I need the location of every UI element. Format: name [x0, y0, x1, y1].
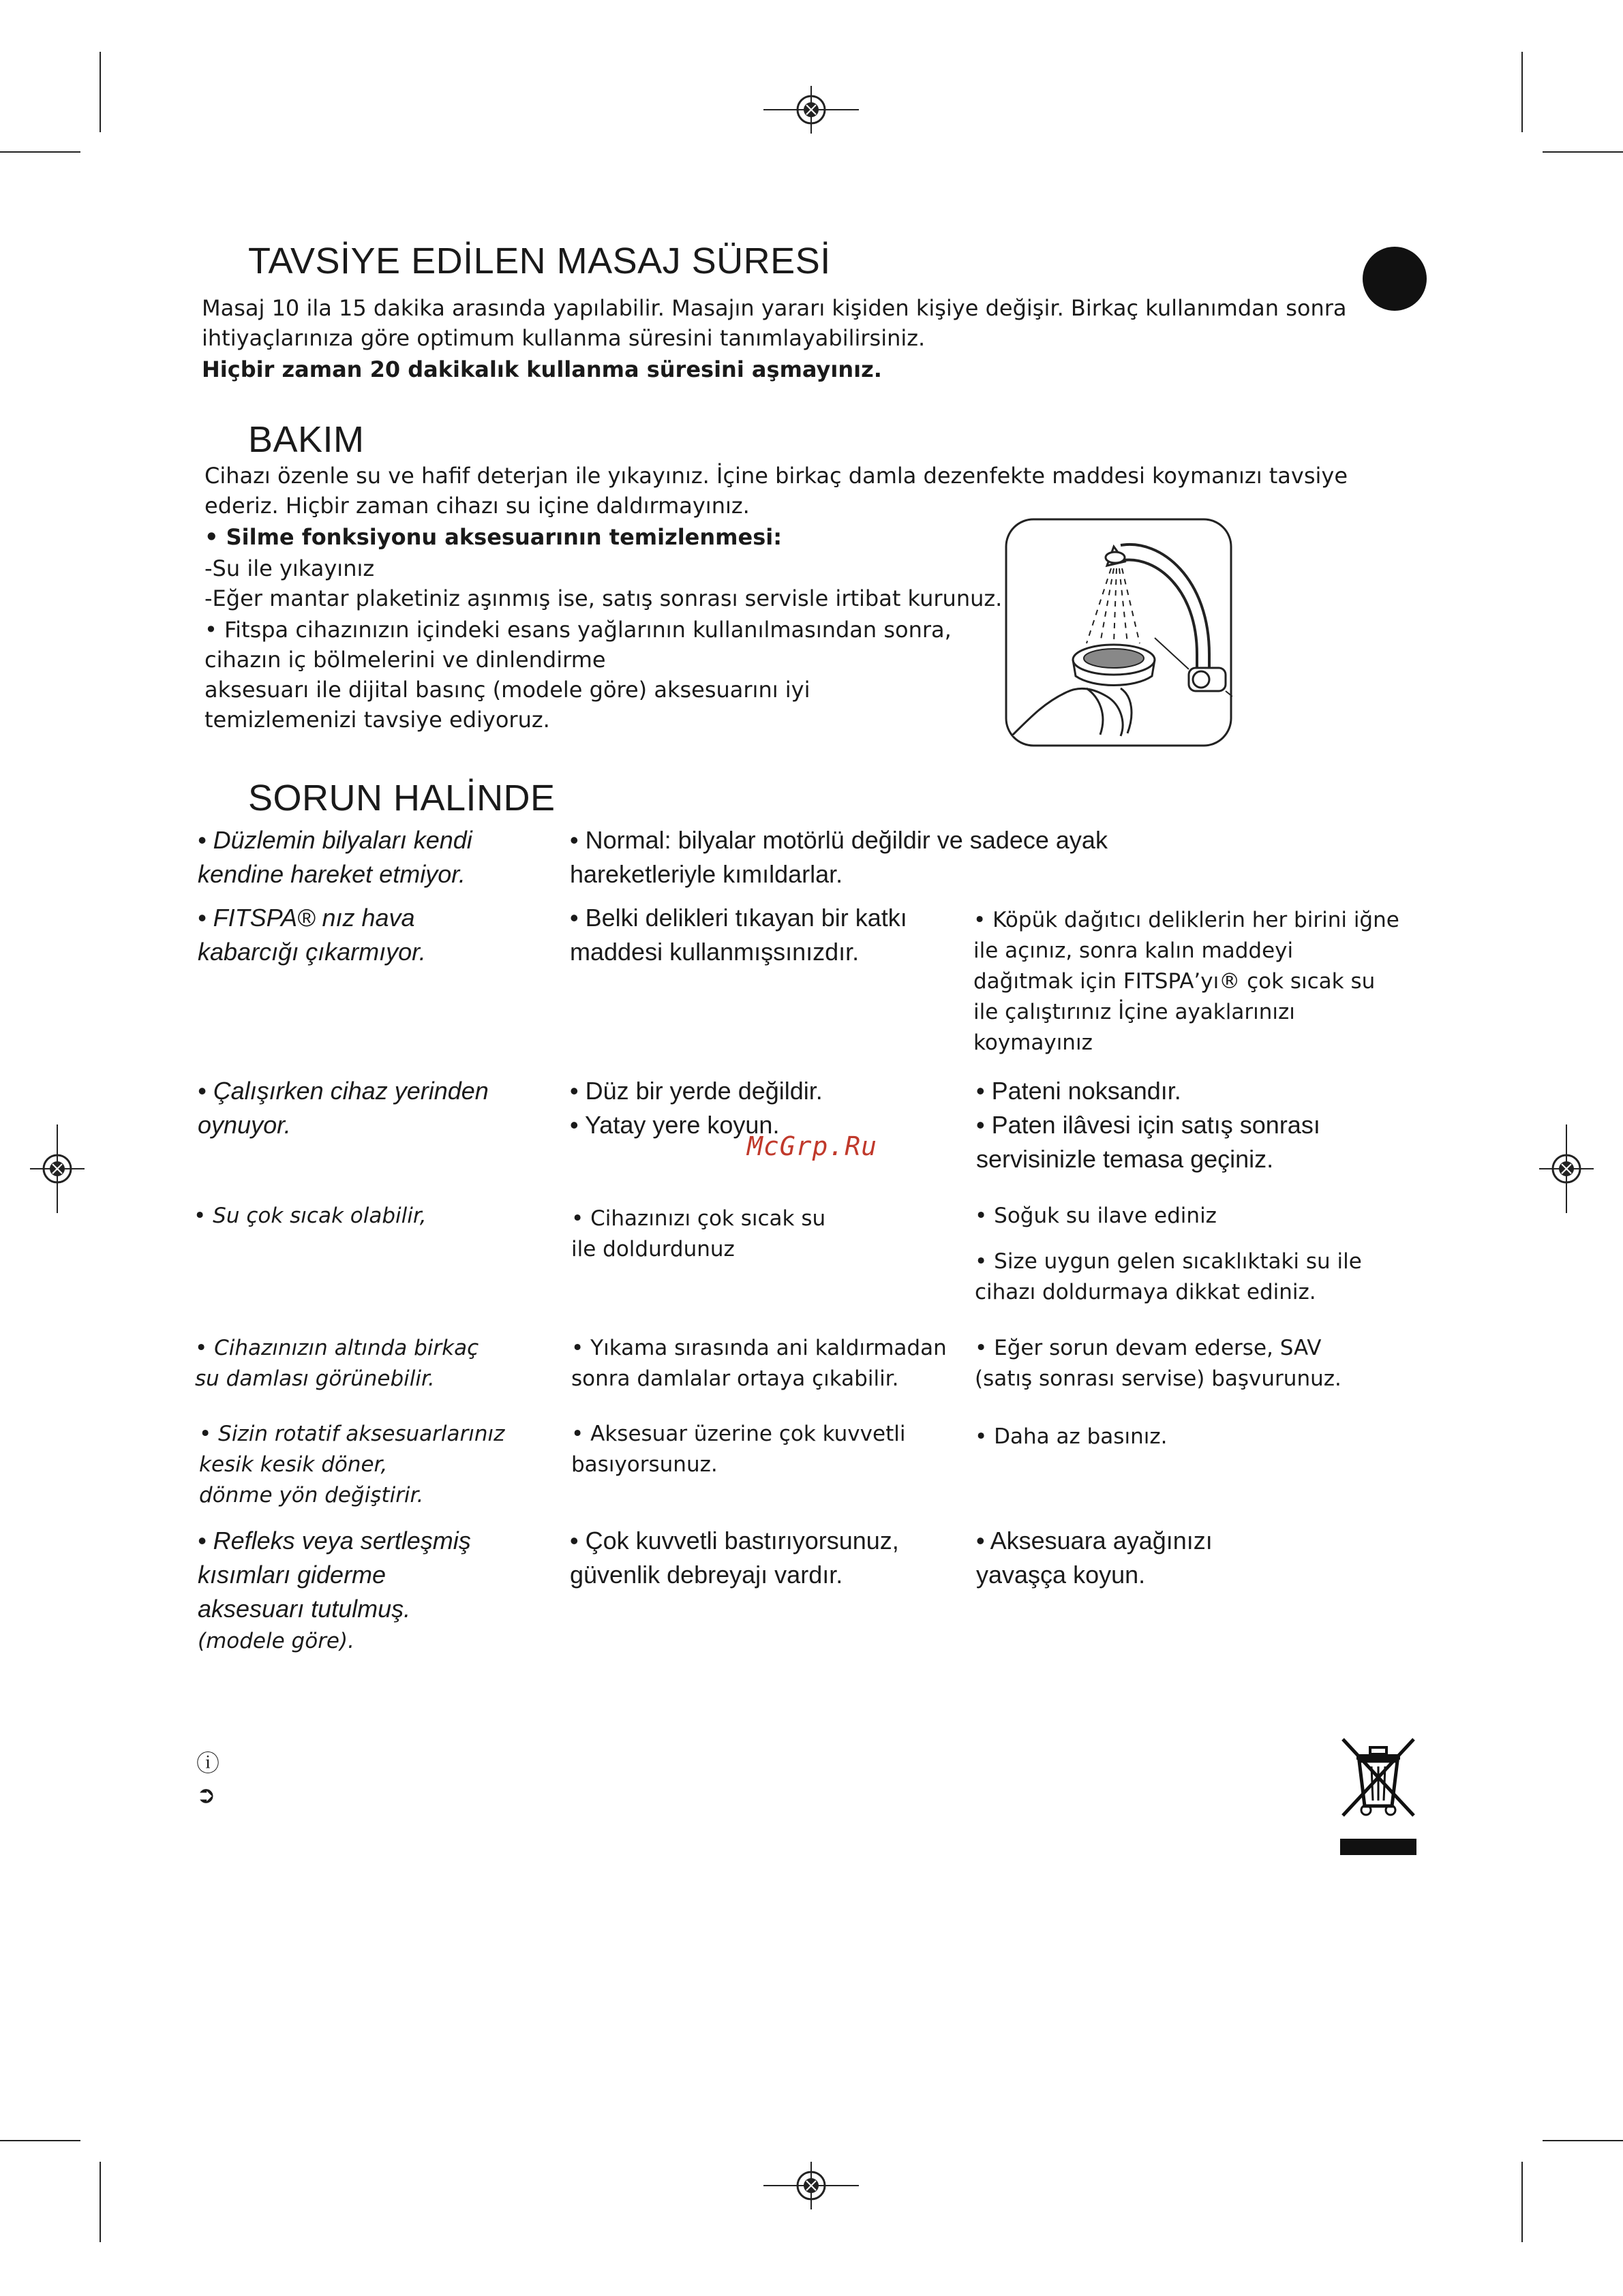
care-note-line: • Fitspa cihazınızın içindeki esans yağlarının kullanılmasından sonra,: [204, 617, 952, 643]
crop-mark: [1543, 151, 1623, 153]
problem-cell: kesik kesik döner,: [199, 1452, 388, 1477]
crop-mark: [0, 2140, 80, 2141]
problem-cell: su damlası görünebilir.: [195, 1366, 435, 1391]
solution-cell: • Soğuk su ilave ediniz • Size uygun gelen sıcaklıktaki su ile cihazı doldurmaya dikkat ediniz.: [975, 1204, 1362, 1304]
table-row: [198, 1524, 471, 1657]
table-row: [199, 1419, 504, 1511]
problem-cell: aksesuarı tutulmuş.: [198, 1595, 411, 1623]
problem-cell: • Düzlemin bilyaları kendi: [198, 826, 472, 854]
problem-cell: oynuyor.: [198, 1111, 291, 1139]
cause-cell: • Normal: bilyalar motörlü değildir ve sadece ayak hareketleriyle kımıldarlar.: [570, 826, 1108, 888]
massage-warning: Hiçbir zaman 20 dakikalık kullanma süresini aşmayınız.: [202, 356, 882, 382]
table-row: [194, 1201, 427, 1231]
massage-paragraph-line: ihtiyaçlarınıza göre optimum kullanma süresini tanımlayabilirsiniz.: [202, 325, 926, 351]
solution-cell: • Aksesuara ayağınızı yavaşça koyun.: [976, 1527, 1213, 1589]
solution-cell: • Daha az basınız.: [975, 1424, 1168, 1449]
problem-cell: • Çalışırken cihaz yerinden: [198, 1077, 489, 1105]
cause-cell: • Belki delikleri tıkayan bir katkı maddesi kullanmışsınızdır.: [570, 904, 907, 966]
problem-cell: • Su çok sıcak olabilir,: [194, 1204, 427, 1228]
care-note-line: temizlemenizi tavsiye ediyoruz.: [204, 707, 550, 733]
registration-target-top: [763, 86, 859, 134]
problem-cell: • Refleks veya sertleşmiş: [198, 1527, 471, 1555]
care-step: -Eğer mantar plaketiniz aşınmış ise, satış sonrası servisle irtibat kurunuz.: [204, 585, 1003, 611]
care-subheading: • Silme fonksiyonu aksesuarının temizlenmesi:: [204, 524, 783, 550]
language-tab-dot: [1363, 247, 1427, 311]
cause-cell: • Aksesuar üzerine çok kuvvetli basıyorsunuz.: [571, 1422, 906, 1477]
care-paragraph-line: ederiz. Hiçbir zaman cihazı su içine daldırmayınız.: [204, 493, 750, 519]
table-row: [198, 901, 426, 969]
table-row: [198, 1074, 489, 1142]
crop-mark: [1543, 2140, 1623, 2141]
solution-cell: • Pateni noksandır. • Paten ilâvesi için satış sonrası servisinizle temasa geçiniz.: [976, 1077, 1320, 1173]
registration-target-left: [30, 1124, 85, 1213]
problem-cell: • Cihazınızın altında birkaç: [195, 1336, 479, 1360]
care-title: BAKIM: [248, 419, 365, 460]
table-row: [198, 823, 472, 891]
watermark: McGrp.Ru: [747, 1131, 878, 1161]
arrow-icon: ➲: [196, 1781, 216, 1809]
massage-paragraph-line: Masaj 10 ila 15 dakika arasında yapılabilir. Masajın yararı kişiden kişiye değişir. Birkaç kullanımdan sonra: [202, 295, 1347, 321]
problem-cell: (modele göre).: [198, 1629, 354, 1653]
info-icon: ⓘ: [196, 1750, 219, 1777]
weee-recycling-icon: [1339, 1735, 1418, 1856]
problem-cell: dönme yön değiştirir.: [199, 1483, 424, 1507]
faucet-cleaning-illustration: [1005, 518, 1232, 747]
table-row: [195, 1333, 479, 1394]
care-paragraph-line: Cihazı özenle su ve hafif deterjan ile yıkayınız. İçine birkaç damla dezenfekte maddesi koymanızı tavsiye: [204, 463, 1348, 489]
care-note-line: cihazın iç bölmelerini ve dinlendirme: [204, 647, 606, 673]
crop-mark: [0, 151, 80, 153]
cause-cell: • Cihazınızı çok sıcak su ile doldurdunuz: [571, 1206, 826, 1261]
registration-target-right: [1539, 1124, 1594, 1213]
care-step: -Su ile yıkayınız: [204, 555, 375, 581]
problem-cell: • Sizin rotatif aksesuarlarınız: [199, 1422, 505, 1446]
care-note-line: aksesuarı ile dijital basınç (modele göre) aksesuarını iyi: [204, 677, 810, 703]
crop-mark: [100, 2162, 101, 2242]
crop-mark: [1521, 2162, 1523, 2242]
registration-target-bottom: [763, 2162, 859, 2209]
cause-cell: • Çok kuvvetli bastırıyorsunuz, güvenlik debreyajı vardır.: [570, 1527, 899, 1589]
massage-duration-title: TAVSİYE EDİLEN MASAJ SÜRESİ: [248, 241, 831, 281]
problem-cell: kısımları giderme: [198, 1561, 386, 1589]
solution-cell: • Eğer sorun devam ederse, SAV (satış sonrası servise) başvurunuz.: [975, 1336, 1341, 1391]
cause-cell: • Düz bir yerde değildir. • Yatay yere koyun.: [570, 1077, 823, 1139]
problem-cell: kabarcığı çıkarmıyor.: [198, 938, 426, 966]
crop-mark: [1521, 52, 1523, 132]
crop-mark: [100, 52, 101, 132]
cause-cell: • Yıkama sırasında ani kaldırmadan sonra damlalar ortaya çıkabilir.: [571, 1336, 947, 1391]
problem-cell: • FITSPA® nız hava: [198, 904, 415, 932]
solution-cell: • Köpük dağıtıcı deliklerin her birini iğne ile açınız, sonra kalın maddeyi dağıtmak için FITSPA’yı® çok sıcak su ile çalıştırınız İçine ayaklarınızı koymayınız: [973, 908, 1399, 1055]
troubleshooting-title: SORUN HALİNDE: [248, 778, 556, 818]
problem-cell: kendine hareket etmiyor.: [198, 860, 466, 888]
